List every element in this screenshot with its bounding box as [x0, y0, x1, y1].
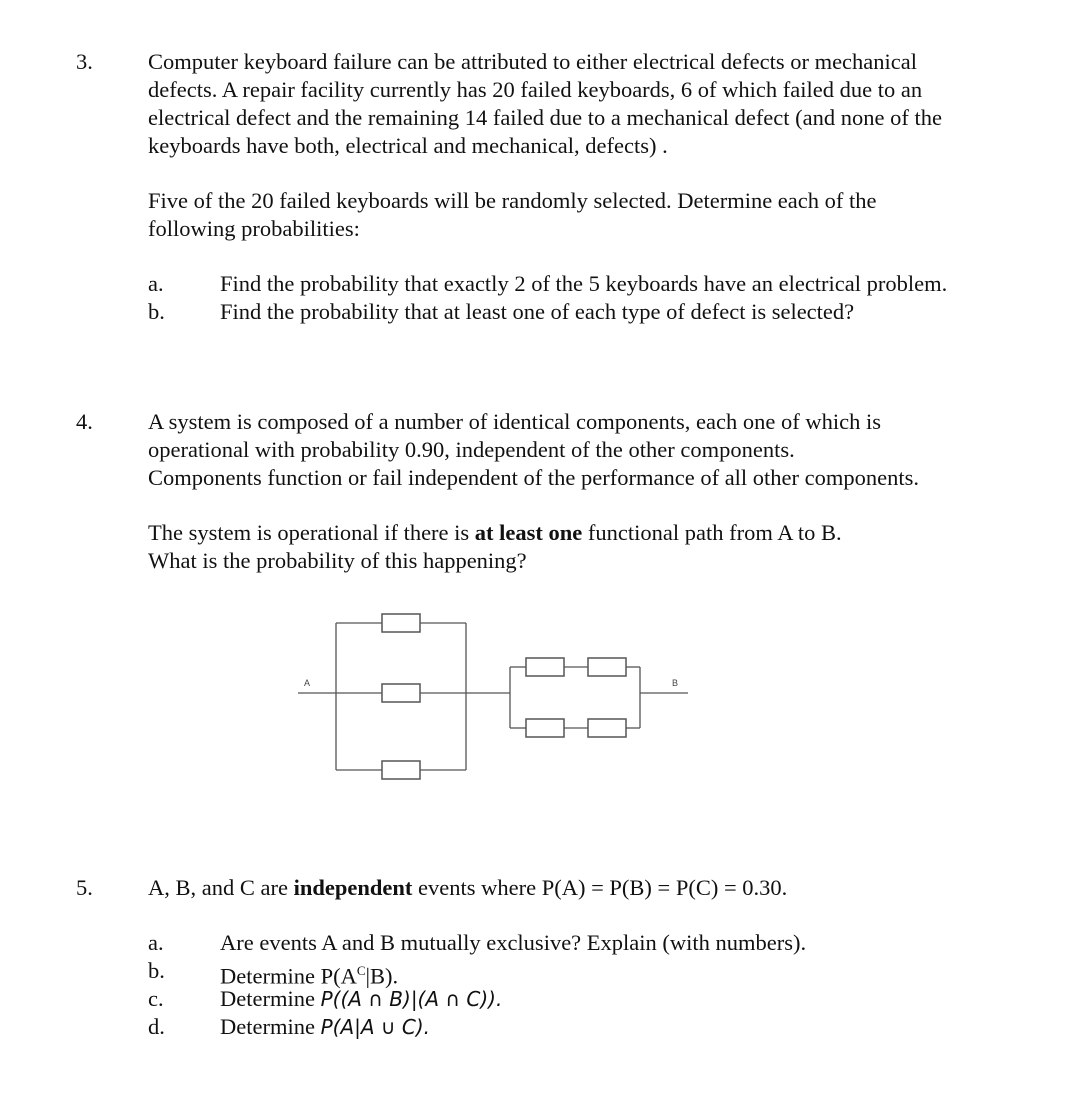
question-5a-text: Are events A and B mutually exclusive? Explain (with numbers). — [220, 930, 807, 955]
component-box — [588, 658, 626, 676]
question-4-intro-line: Components function or fail independent of the performance of all other components. — [148, 465, 920, 490]
question-3b-text: Find the probability that at least one of each type of defect is selected? — [220, 299, 855, 324]
question-4-number: 4. — [76, 409, 93, 434]
component-box — [382, 684, 420, 702]
question-3-intro-line: defects. A repair facility currently has 20 failed keyboards, 6 of which failed due to an — [148, 77, 923, 102]
question-5b-label: b. — [148, 958, 165, 983]
question-4-intro-line: operational with probability 0.90, independent of the other components. — [148, 437, 795, 462]
math-expression: P(A|A ∪ C). — [320, 1015, 431, 1039]
question-4-intro — [148, 408, 1008, 492]
question-5c-label: c. — [148, 986, 164, 1011]
intro-bold: independent — [293, 875, 413, 900]
question-3a-label: a. — [148, 271, 164, 296]
question-3-number: 3. — [76, 49, 93, 74]
question-3-intro-line: keyboards have both, electrical and mechanical, defects) . — [148, 133, 668, 158]
intro-suffix: events where P(A) = P(B) = P(C) = 0.30. — [412, 875, 788, 900]
question-3-selection-line: Five of the 20 failed keyboards will be randomly selected. Determine each of the — [148, 188, 877, 213]
question-5c-text — [220, 985, 502, 1013]
intro-prefix: A, B, and C are — [148, 875, 294, 900]
text-suffix: |B). — [365, 963, 399, 989]
question-4-condition-line — [148, 519, 1008, 547]
component-box — [526, 658, 564, 676]
component-box — [588, 719, 626, 737]
question-5d-text — [220, 1013, 430, 1041]
question-5-intro — [148, 874, 1008, 902]
question-3-selection — [148, 187, 1008, 243]
question-4-condition — [148, 519, 1008, 575]
question-5a-label: a. — [148, 930, 164, 955]
reliability-diagram — [290, 600, 700, 785]
text-prefix: Determine P(A — [220, 963, 357, 989]
diagram-label-a: A — [304, 678, 311, 688]
question-3a-text: Find the probability that exactly 2 of the 5 keyboards have an electrical problem. — [220, 271, 948, 296]
question-5d-label: d. — [148, 1014, 165, 1039]
question-3-intro-line: electrical defect and the remaining 14 failed due to a mechanical defect (and none of the — [148, 105, 942, 130]
math-expression: P((A ∩ B)|(A ∩ C)). — [320, 987, 503, 1011]
condition-bold: at least one — [474, 520, 583, 545]
question-5-number: 5. — [76, 875, 93, 900]
component-box — [382, 761, 420, 779]
text-prefix: Determine — [220, 1014, 321, 1039]
question-4-question: What is the probability of this happening? — [148, 548, 527, 573]
superscript-c: C — [356, 963, 366, 978]
component-box — [526, 719, 564, 737]
question-3-selection-line: following probabilities: — [148, 216, 360, 241]
component-box — [382, 614, 420, 632]
question-4-intro-line: A system is composed of a number of identical components, each one of which is — [148, 409, 881, 434]
question-3b-label: b. — [148, 299, 165, 324]
diagram-label-b: B — [672, 678, 679, 688]
question-5-intro-line — [148, 874, 1008, 902]
condition-suffix: functional path from A to B. — [582, 520, 842, 545]
question-3-intro-line: Computer keyboard failure can be attributed to either electrical defects or mechanical — [148, 49, 918, 74]
condition-prefix: The system is operational if there is — [148, 520, 475, 545]
question-3-intro — [148, 48, 1008, 160]
text-prefix: Determine — [220, 986, 321, 1011]
